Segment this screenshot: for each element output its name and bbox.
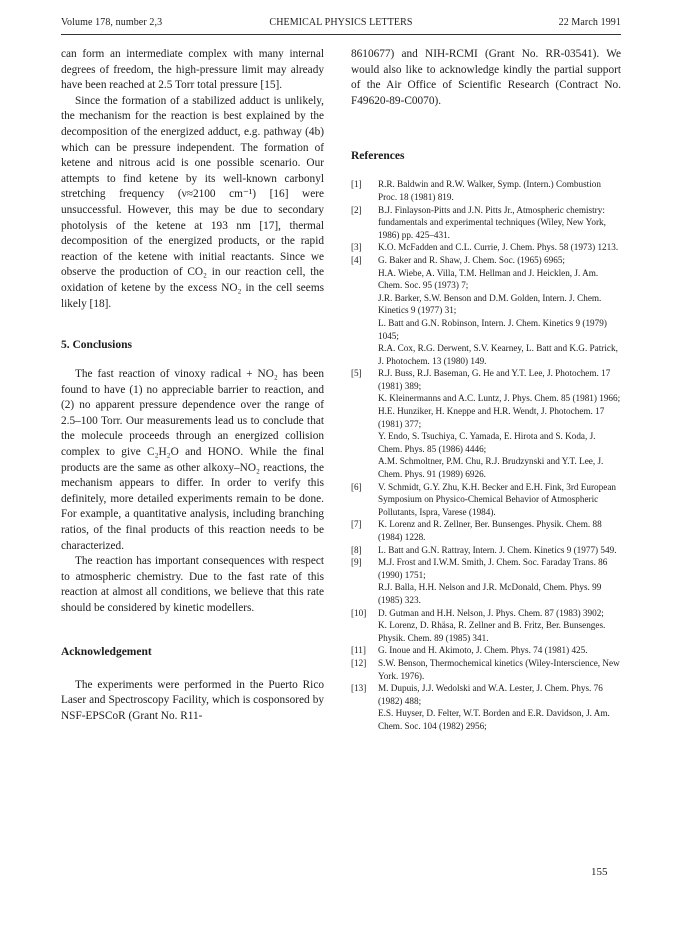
reference-item bbox=[351, 367, 621, 480]
reference-item bbox=[351, 644, 621, 657]
journal-title: CHEMICAL PHYSICS LETTERS bbox=[269, 17, 413, 28]
reference-entry: L. Batt and G.N. Rattray, Intern. J. Chem. Kinetics 9 (1977) 549. bbox=[378, 544, 617, 555]
reference-item bbox=[351, 544, 621, 557]
header-rule bbox=[61, 34, 621, 35]
section-heading-acknowledgement: Acknowledgement bbox=[61, 645, 152, 658]
reference-entry: K. Lorenz and R. Zellner, Ber. Bunsenges. Physik. Chem. 88 (1984) 1228. bbox=[378, 519, 602, 542]
reference-number: [4] bbox=[351, 254, 362, 265]
reference-number: [13] bbox=[351, 683, 367, 694]
paragraph-acknowledgement: The experiments were performed in the Puerto Rico Laser and Spectroscopy Facility, which is cosponsored by NSF-EPSCoR (Grant No. R11- bbox=[61, 678, 324, 722]
paragraph-mechanism: Since the formation of a stabilized adduct is unlikely, the mechanism for the reaction is best explained by the decomposition of the energized adduct, e.g. pathway (4b) which can be pressure independent. The formation of ketene and nitrous acid is one possible scenario. Our attempts to find ketene by its well-known carbonyl stretching frequency (ν≈2100 cm⁻¹) [16] were unsuccessful. However, this may be due to secondary photolysis of the ketene at 193 nm [17], thermal decomposition of the energized products, or the rapid reaction of the ketene with initial reactants. Since we observe the production of CO₂ in our reaction cell, the oxidation of ketene by the excess NO₂ in the cell seems likely [18]. bbox=[61, 94, 324, 310]
paragraph-atmospheric: The reaction has important consequences with respect to atmospheric chemistry. Due to the fast rate of this reaction at almost all conditions, we believe that this rate should be considered by kinetic modellers. bbox=[61, 555, 324, 614]
section-heading-conclusions: 5. Conclusions bbox=[61, 339, 132, 352]
reference-item bbox=[351, 657, 621, 682]
reference-entry: E.S. Huyser, D. Felter, W.T. Borden and E.R. Davidson, J. Am. Chem. Soc. 104 (1982) 2956; bbox=[378, 708, 610, 731]
reference-entry: M. Dupuis, J.J. Wedolski and W.A. Lester, J. Chem. Phys. 76 (1982) 488; bbox=[378, 683, 603, 706]
reference-entry: S.W. Benson, Thermochemical kinetics (Wiley-Interscience, New York. 1976). bbox=[378, 657, 620, 681]
reference-item bbox=[351, 254, 621, 367]
reference-entry: H.A. Wiebe, A. Villa, T.M. Hellman and J. Heicklen, J. Am. Chem. Soc. 95 (1973) 7; bbox=[378, 267, 599, 291]
reference-item bbox=[351, 607, 621, 645]
reference-entry: R.A. Cox, R.G. Derwent, S.V. Kearney, L. Batt and K.G. Patrick, J. Photochem. 13 (1980) 149. bbox=[378, 343, 618, 366]
reference-entry: K. Lorenz, D. Rhäsa, R. Zellner and B. Fritz, Ber. Bunsenges. Physik. Chem. 89 (1985) 341. bbox=[378, 620, 606, 643]
issue-date: 22 March 1991 bbox=[558, 17, 621, 28]
reference-item bbox=[351, 241, 621, 254]
reference-number: [5] bbox=[351, 368, 362, 379]
reference-entry: L. Batt and G.N. Robinson, Intern. J. Chem. Kinetics 9 (1979) 1045; bbox=[378, 317, 607, 341]
running-header bbox=[61, 17, 621, 31]
reference-entry: K. Kleinermanns and A.C. Luntz, J. Phys. Chem. 85 (1981) 1966; bbox=[378, 393, 621, 404]
reference-number: [11] bbox=[351, 645, 366, 656]
reference-entry: R.J. Balla, H.H. Nelson and J.R. McDonald, Chem. Phys. 99 (1985) 323. bbox=[378, 582, 602, 605]
reference-entry: R.J. Buss, R.J. Baseman, G. He and Y.T. Lee, J. Photochem. 17 (1981) 389; bbox=[378, 368, 611, 391]
page-number: 155 bbox=[591, 866, 608, 878]
reference-entry: A.M. Schmoltner, P.M. Chu, R.J. Brudzynski and Y.T. Lee, J. Chem. Phys. 91 (1989) 6926. bbox=[378, 456, 604, 480]
reference-item bbox=[351, 481, 621, 519]
section-heading-references: References bbox=[351, 150, 405, 163]
reference-list bbox=[351, 178, 621, 732]
reference-number: [12] bbox=[351, 657, 367, 668]
reference-entry: G. Baker and R. Shaw, J. Chem. Soc. (1965) 6965; bbox=[378, 254, 565, 265]
left-column bbox=[61, 47, 324, 724]
reference-entry: G. Inoue and H. Akimoto, J. Chem. Phys. 74 (1981) 425. bbox=[378, 645, 588, 656]
reference-entry: J.R. Barker, S.W. Benson and D.M. Golden, Intern. J. Chem. Kinetics 9 (1977) 31; bbox=[378, 292, 602, 316]
right-column bbox=[351, 47, 621, 733]
reference-number: [1] bbox=[351, 179, 362, 190]
reference-number: [6] bbox=[351, 481, 362, 492]
paragraph-conclusions: The fast reaction of vinoxy radical + NO₂ has been found to have (1) no appreciable barrier to reaction, and (2) no apparent pressure dependence over the range of 2.5–100 Torr. Our measurements lead us to conclude that the molecule proceeds through an energized collision complex to give C₂H₂O and HONO. While the final products are the same as other alkoxy–NO₂ reactions, the mechanism appears to differ. In order to verify this definitely, more detailed experiments remain to be done. For example, a quantitative analysis, including branching ratios, of the final products of this reaction needs to be characterized. bbox=[61, 368, 324, 552]
reference-item bbox=[351, 178, 621, 203]
reference-number: [9] bbox=[351, 557, 362, 568]
reference-item bbox=[351, 682, 621, 732]
reference-entry: M.J. Frost and I.W.M. Smith, J. Chem. Soc. Faraday Trans. 86 (1990) 1751; bbox=[378, 557, 608, 580]
reference-number: [3] bbox=[351, 242, 362, 253]
paragraph-continuation: can form an intermediate complex with many internal degrees of freedom, the high-pressure limit may already have been reached at 2.5 Torr total pressure [15]. bbox=[61, 48, 324, 92]
reference-entry: B.J. Finlayson-Pitts and J.N. Pitts Jr., Atmospheric chemistry: fundamentals and experimental techniques (Wiley, New York, 1986) pp. 425–431. bbox=[378, 204, 606, 240]
reference-item bbox=[351, 518, 621, 543]
reference-entry: Y. Endo, S. Tsuchiya, C. Yamada, E. Hirota and S. Koda, J. Chem. Phys. 85 (1986) 4446; bbox=[378, 431, 596, 454]
reference-item bbox=[351, 204, 621, 242]
reference-entry: R.R. Baldwin and R.W. Walker, Symp. (Intern.) Combustion Proc. 18 (1981) 819. bbox=[378, 179, 601, 202]
reference-item bbox=[351, 556, 621, 606]
reference-number: [2] bbox=[351, 204, 362, 215]
paragraph-acknowledgement-cont: 8610677) and NIH-RCMI (Grant No. RR-03541). We would also like to acknowledge kindly the partial support of the Air Office of Scientific Research (Contract No. F49620-89-C0070). bbox=[351, 48, 621, 107]
reference-entry: H.E. Hunziker, H. Kneppe and H.R. Wendt, J. Photochem. 17 (1981) 377; bbox=[378, 406, 605, 429]
reference-number: [8] bbox=[351, 544, 362, 555]
reference-number: [10] bbox=[351, 607, 367, 618]
reference-entry: K.O. McFadden and C.L. Currie, J. Chem. Phys. 58 (1973) 1213. bbox=[378, 242, 619, 253]
reference-entry: D. Gutman and H.H. Nelson, J. Phys. Chem. 87 (1983) 3902; bbox=[378, 607, 604, 618]
volume-info: Volume 178, number 2,3 bbox=[61, 17, 163, 28]
reference-number: [7] bbox=[351, 519, 362, 530]
reference-entry: V. Schmidt, G.Y. Zhu, K.H. Becker and E.H. Fink, 3rd European Symposium on Physico-Chemical Behavior of Atmospheric Pollutants, Ispra, Varese (1984). bbox=[378, 481, 616, 517]
